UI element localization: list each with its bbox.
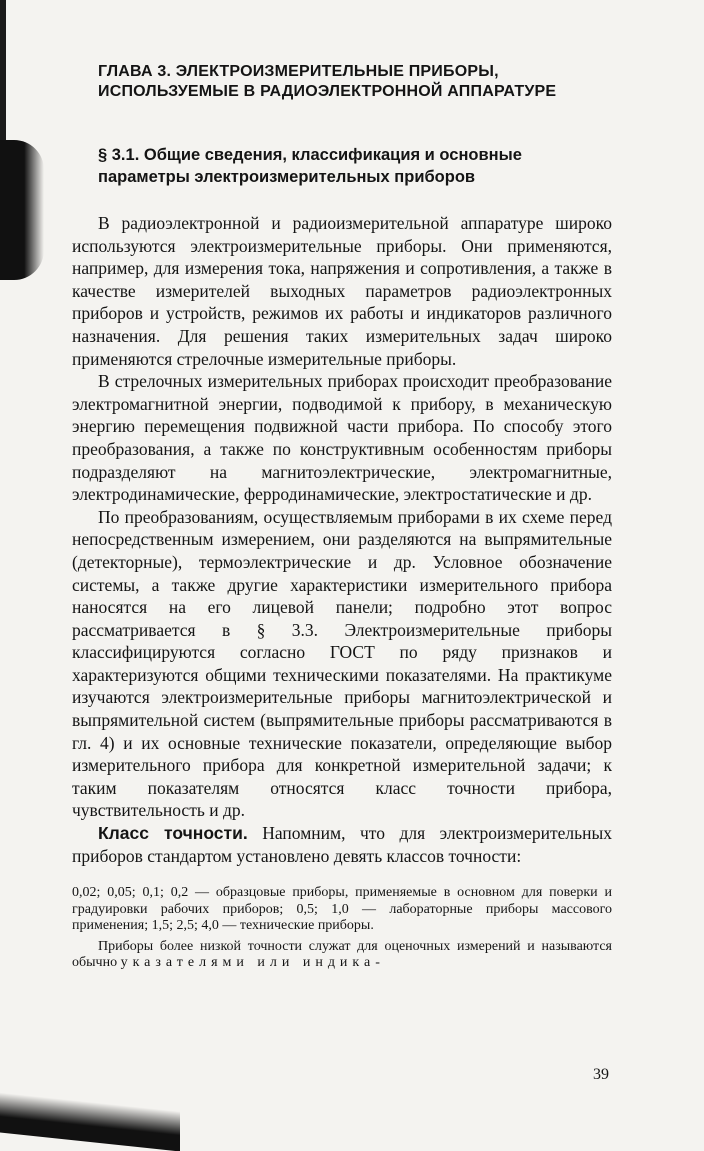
- accuracy-class-term: Класс точности.: [98, 823, 248, 844]
- paragraph-classification: По преобразованиям, осуществляемым приборами в их схеме перед непосредственным измерением, они разделяются на выпрямительные (детекторные), термоэлектрические и др. Условное обозначение системы, а также другие характеристики измерительного прибора наносятся на его лицевой панели; подробно этот вопрос рассматривается в § 3.3. Электроизмерительные приборы классифицируются согласно ГОСТ по ряду признаков и характеризуются общими техническими показателями. На практикуме изучаются электроизмерительные приборы магнитоэлектрической и выпрямительной систем (выпрямительные приборы рассматриваются в гл. 4) и их основные технические показатели, определяющие выбор измерительного прибора для конкретной измерительной задачи; к таким показателям относятся класс точности прибора, чувствительность и др.: [72, 506, 612, 821]
- section-heading: § 3.1. Общие сведения, классификация и основные параметры электроизмерительных приборов: [98, 146, 522, 186]
- low-accuracy-note-text: Приборы более низкой точности служат для оценочных измерений и называются обычно: [72, 938, 612, 971]
- low-accuracy-note-spaced: указателями или индика-: [120, 955, 385, 971]
- scan-corner-shadow: [0, 1093, 180, 1151]
- page-number: 39: [593, 1066, 609, 1083]
- paragraph-intro: В радиоэлектронной и радиоизмерительной аппаратуре широко используются электроизмерительные приборы. Они применяются, например, для измерения тока, напряжения и сопротивления, а также в качестве измерителей выходных параметров радиоэлектронных приборов и устройств, режимов их работы и индикаторов различного назначения. Для решения таких измерительных задач широко применяются стрелочные измерительные приборы.: [72, 213, 612, 369]
- small-print: [72, 885, 612, 972]
- paragraph-accuracy-class: [72, 822, 612, 867]
- scan-binding-shadow: [0, 140, 44, 280]
- body-text: [72, 212, 612, 867]
- low-accuracy-note: [72, 939, 612, 972]
- chapter-heading: ГЛАВА 3. ЭЛЕКТРОИЗМЕРИТЕЛЬНЫЕ ПРИБОРЫ, ИСПОЛЬЗУЕМЫЕ В РАДИОЭЛЕКТРОННОЙ АППАРАТУРЕ: [98, 63, 557, 100]
- paragraph-pointer-instruments: В стрелочных измерительных приборах происходит преобразование электромагнитной энергии, подводимой к прибору, в механическую энергию перемещения подвижной части прибора. По способу этого преобразования, а также по конструктивным особенностям приборы подразделяют на магнитоэлектрические, электромагнитные, электродинамические, ферродинамические, электростатические и др.: [72, 371, 612, 505]
- page-content: [72, 62, 612, 972]
- accuracy-class-text: Напомним, что для электроизмерительных приборов стандартом установлено девять классов точности:: [72, 823, 612, 866]
- accuracy-class-list: 0,02; 0,05; 0,1; 0,2 — образцовые приборы, применяемые в основном для поверки и градуировки рабочих приборов; 0,5; 1,0 — лабораторные приборы массового применения; 1,5; 2,5; 4,0 — технические приборы.: [72, 885, 612, 934]
